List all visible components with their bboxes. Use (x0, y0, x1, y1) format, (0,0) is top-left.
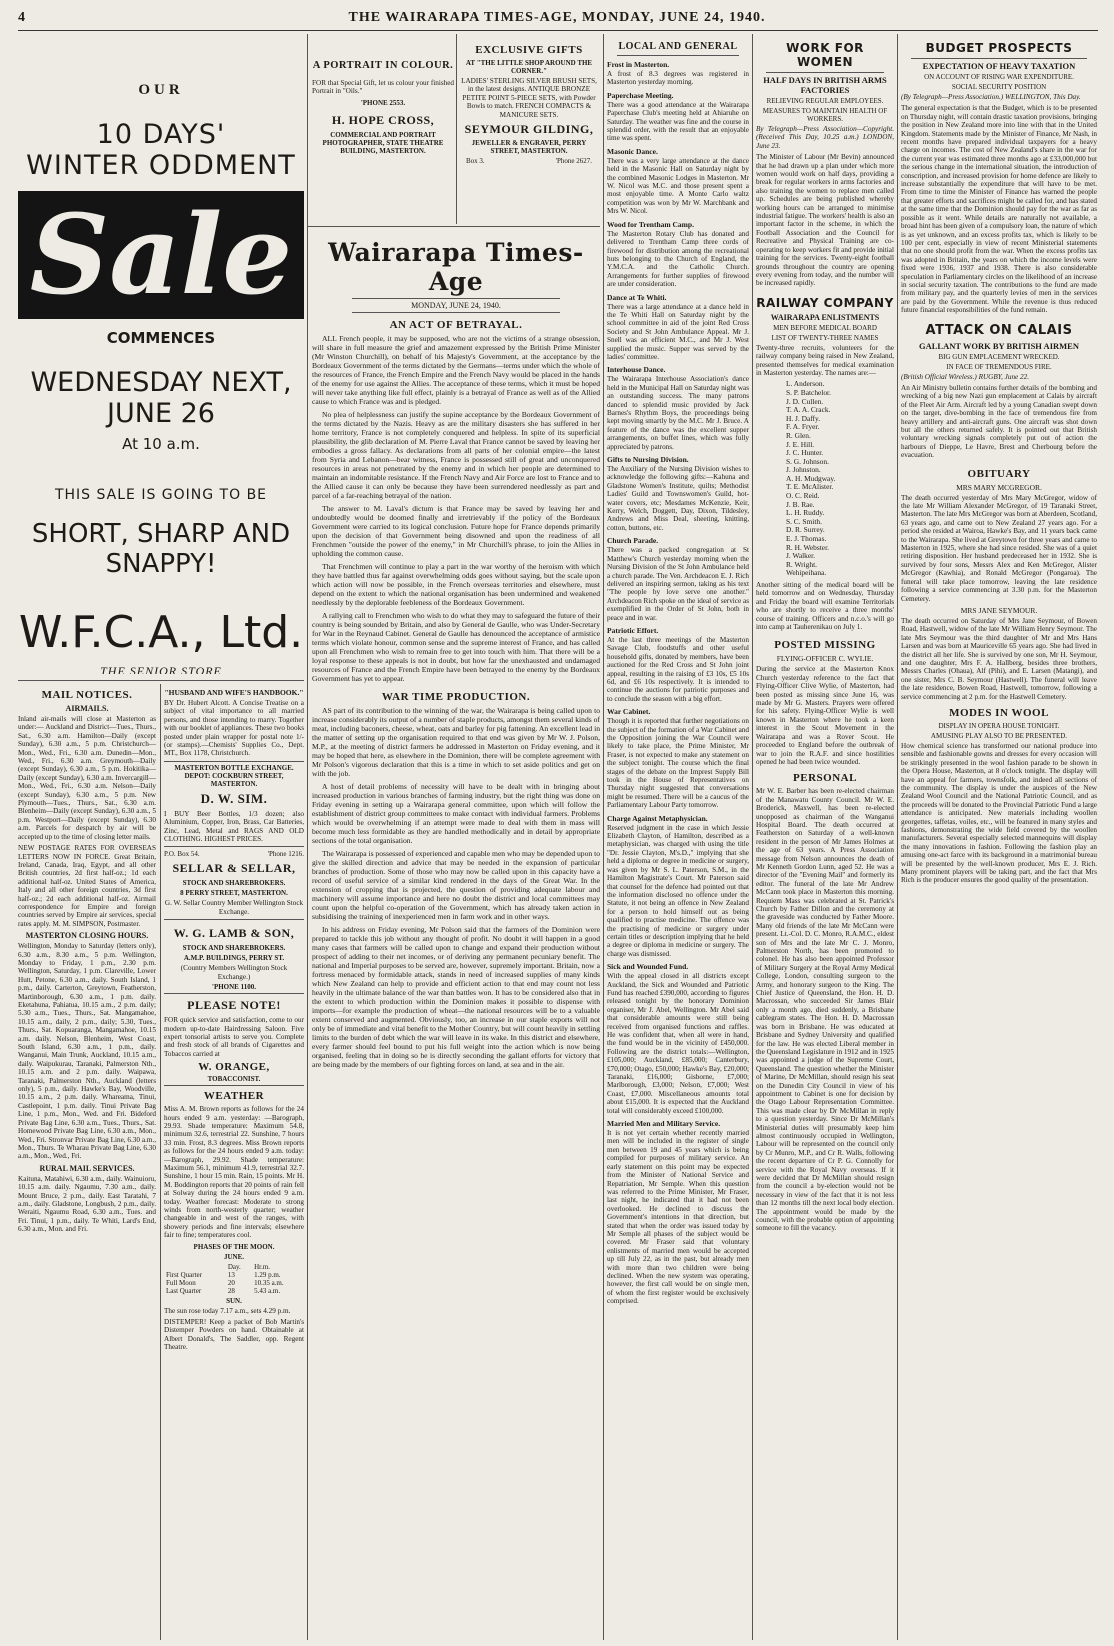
moon-row: Last Quarter 28 5.43 a.m. (166, 1286, 281, 1295)
gifts-box: Box 3. (466, 157, 485, 166)
editorial (312, 230, 600, 1640)
obituary-sub-2: MRS JANE SEYMOUR. (960, 605, 1038, 615)
moon-month: JUNE. (223, 1252, 245, 1261)
sale-going: THIS SALE IS GOING TO BE (54, 487, 268, 503)
railway-sub-1: WAIRARAPA ENLISTMENTS (770, 312, 880, 322)
sellar-name: SELLAR & SELLAR, (172, 861, 296, 876)
local-item: Charge Against Metaphysician. Reserved judgment in the case in which Jessie Elizabeth Clayton, of Hamilton, described as a metaphysician, was charged with using the title "Dr. Jessie Clayton, M's.D.," implying that she held a diploma or degree in medicine or surgery, was given by Mr S. L. Paterson, S.M., in the Hamilton Magistrate's Court. Mr Paterson said that counsel for the defence had pointed out that the information disclosed no offence under the Statute, it not being an offence in New Zealand for a person to hold himself out as being qualified to practise medicine. The offence was the practising of medicine or surgery under certain titles or description implying that he held a degree or diploma in medicine or surgery. The charge was dismissed. (607, 813, 749, 958)
railway-name: H. J. Daffy. (786, 413, 821, 423)
sellar-addr: 8 PERRY STREET, MASTERTON. (180, 889, 288, 898)
sale-word: Sale (29, 190, 293, 319)
distemper-text: DISTEMPER! Keep a packet of Bob Martin's Distemper Powders on hand. Obtainable at Albert Donald's, The Saddler, opp. Regent Theatre. (164, 1318, 304, 1352)
weather-text: Miss A. M. Brown reports as follows for the 24 hours ended 9 a.m. yesterday: —Barograph, 29.93. Shade temperature: Maximum 54.8, minimum 32.6, terrestrial 22. Sunshine, 7 hours 33 min. Frost, 8.3 degrees. Miss Brown reports as follows for the 24 hours ended 9 a.m. today:—Barograph, 29.92. Shade temperature: Maximum 56.1, minimum 41.9, terrestrial 32.7. Sunshine, 1 hour 15 min. Rain, 15 points. Mr H. M. Boddington reports that 20 points of rain fell at Solway during the 24 hours ended 9 a.m. today. Weather forecast: Moderate to strong winds from north-westerly quarter; weather changeable in and west of the ranges, with showery periods and fine intervals; elsewhere fair to fine; temperatures cool. (164, 1105, 304, 1240)
budget-text: The general expectation is that the Budget, which is to be presented on Thursday night, will contain drastic taxation provisions, bringing the position in New Zealand more into line with that in the United Kingdom. Statements made by the Minister of Finance, Mr Nash, in recent months have prepared individual taxpayers for a heavy charge on incomes. The cost of New Zealand's share in the war for the current year was estimated three months ago at £33,000,000 but the serious change in the international situation, the introduction of conscription, and increased provision for home defence are likely to increase substantially the expenditure that will have to be met. From time to time the Minister of Finance has warned the people that greater efforts and sacrifices might be called for, and has stated at the same time that the Dominion should pay for the war as far as possible as it went. While details are naturally not available, a broad hint has been given of a compulsory loan, the nature of which is as yet unknown, and an excess profits tax, which is likely to be 100 per cent, especially in view of recent Ministerial statements that no one should profit from the war. When the excess profits tax was adopted in Britain, the years on which the income levels were fixed were 1936, 1937 and 1938. There is also considerable speculation in Parliamentary circles on the likelihood of an increase in social security taxation. The contributions to the fund are made from military pay, and the quarterly levies of men in the services are paid by the Government. While the revenue is thus reduced future financial responsibilities of the fund remain. (901, 104, 1097, 315)
missing-text: During the service at the Masterton Knox Church yesterday reference to the fact that Flying-Officer Clive Wylie, of Masterton, had been posted as missing since June 16, was made by Mr G. Masters. Prayers were offered for his safety. Flying-Officer Wylie is well known in Masterton where he took a keen interest in the Scout Movement in the Wairarapa and was a Rover Scout. He proceeded to England before the outbreak of war to join the R.A.F. and since hostilities opened he had been twice wounded. (756, 665, 894, 766)
sale-line-1: 10 DAYS' (96, 119, 226, 150)
masthead: THE WAIRARAPA TIMES-AGE, MONDAY, JUNE 24, 1940. (348, 10, 766, 25)
moon-table (164, 1263, 304, 1295)
railway-name: J. D. Cullen. (786, 396, 824, 406)
sale-store: THE SENIOR STORE (100, 664, 222, 674)
note-title: PLEASE NOTE! (187, 998, 281, 1013)
editorial-paragraph: AS part of its contribution to the winning of the war, the Wairarapa is being called upon to increase considerably its output of a number of staple products, amongst them several kinds of meat, including baconers, cheese, wheat, oats and barley for pig fattening. An excellent lead in the matter of setting up the organisation required to that end was given by Mr W. J. Polson, M.P., at the meeting of district farmers he addressed in Masterton on Friday evening, and it may be hoped that here, as elsewhere in the Dominion, there will be complete agreement with Mr Polson's vigorous declaration that this is a time in which to set aside politics and get on with the job. (312, 706, 600, 778)
sale-date: JUNE 26 (107, 398, 215, 429)
lamb-name: W. G. LAMB & SON, (173, 926, 295, 941)
railway-name: L. H. Ruddy. (786, 508, 825, 518)
editorial-paragraph: A host of detail problems of necessity will have to be dealt with in bringing about increased production in various branches of farming industry, but the right thing was done on Friday evening in setting up a Wairarapa general committee, upon which will follow the establishment of district group committees to make contact with individual farmers. Problems which would be overwhelming if an attempt were made to deal with them in mass will become much less formidable as they are handled methodically and in detail by appropriate sections of the total organisation. (312, 782, 600, 845)
local-item: Patriotic Effort. At the last three meetings of the Masterton Savage Club, foodstuffs and other useful household gifts, donated by members, have been auctioned for the Red Cross and St John joint appeal, resulting in the raising of £3 10s, £5 10s 6d, and £6 10s respectively. It is intended to continue the auctions for patriotic purposes and to conclude the season with a big effort. (607, 625, 749, 703)
gifts-phone: 'Phone 2627. (555, 157, 592, 166)
railway-name: T. E. McAlister. (786, 482, 834, 492)
women-sub-3: MEASURES TO MAINTAIN HEALTH OF WORKERS. (762, 107, 888, 123)
local-item: Paperchase Meeting. There was a good attendance at the Wairarapa Paperchase Club's meeting held at Ahiaruhe on Saturday. The weather was fine and the course in splendid order, with the result that an enjoyable time was spent. (607, 90, 749, 143)
women-byline: By Telegraph—Press Association—Copyright. (Received This Day, 10.25 a.m.) LONDON, June 23. (756, 125, 894, 150)
calais-sub-1: GALLANT WORK BY BRITISH AIRMEN (919, 340, 1079, 351)
railway-name: J. Walker. (786, 551, 816, 561)
local-item: Dance at Te Whiti. There was a large attendance at a dance held in the Te Whiti Hall on Saturday night by the school committee in aid of the joint Red Cross Society and St John Ambulance Appeal. Mr J. Snell was an efficient M.C., and Mr J. West supplied the music. Supper was served by the ladies' committee. (607, 292, 749, 361)
handbook-text: BY Dr. Hubert Alcott. A Concise Treatise on a subject of vital importance to all married persons, and those intending to marry. Together with our booklet of appliances. These two books posted under plain wrapper for postal note 1/- (or stamps).—Chemists' Supplies Co., Dept. MT., Box 1178, Christchurch. (164, 699, 304, 758)
railway-intro: Twenty-three recruits, volunteers for the railway company being raised in New Zealand, presented themselves for medical examination in Masterton yesterday. The names are:— (756, 343, 894, 377)
calais-title: ATTACK ON CALAIS (925, 322, 1073, 338)
budget-sub-2: ON ACCOUNT OF RISING WAR EXPENDITURE. (924, 73, 1074, 81)
sale-snappy: SNAPPY! (105, 549, 217, 579)
sellar-box: P.O. Box 54. (164, 850, 200, 859)
editorial-paragraph: The answer to M. Laval's dictum is that France may be saved by leaving her and undoubtedly would be doomed finally and irretrievably if the policy of the Bordeaux Government were carried to its logical conclusion. Future hope for France depends primarily upon the decision of that Government being disowned and upon the readiness of all Frenchmen "outside the power of the enemy," in Mr Churchill's phrase, to join the Allies in upholding the common cause. (312, 504, 600, 558)
railway-name: Wehipeihana. (786, 568, 827, 578)
exchange-name: D. W. SIM. (200, 790, 268, 806)
calais-sub-2: BIG GUN EMPLACEMENT WRECKED. (938, 352, 1060, 361)
sale-advertisement (18, 56, 304, 674)
railway-name: D. R. Surrey. (786, 525, 825, 535)
women-sub-1: HALF DAYS IN BRITISH ARMS FACTORIES (763, 75, 887, 95)
mail-notices (18, 686, 156, 1638)
editorial-paragraph: The Wairarapa is possessed of experienced and capable men who may be depended upon to give the skilled direction and advice that may be needed in the expansion of particular branches of production. Some of those who may now be called upon in this capacity have a record of useful service of a similar kind rendered in the days of the Great War. In the extension of cropping that is projected, the question of providing adequate labour and machinery will assume importance and here no doubt the district and local committees may count upon the helpful co-operation of the Government, which has already taken action in subsidising the training of inexperienced men in farm work and in other ways. (312, 849, 600, 921)
railway-name: S. P. Batchelor. (786, 387, 831, 397)
gifts-title: EXCLUSIVE GIFTS (475, 44, 583, 56)
gifts-sub: JEWELLER & ENGRAVER, PERRY STREET, MASTERTON. (471, 139, 587, 156)
portrait-sub: COMMERCIAL AND PORTRAIT PHOTOGRAPHER, STATE THEATRE BUILDING, MASTERTON. (322, 130, 444, 155)
lamb-addr: A.M.P. BUILDINGS, PERRY ST. (183, 954, 285, 963)
budget-byline: (By Telegraph—Press Association.) WELLINGTON, This Day. (901, 93, 1081, 101)
modes-sub-2: AMUSING PLAY ALSO TO BE PRESENTED. (930, 731, 1068, 740)
sellar-phone: 'Phone 1216. (267, 850, 304, 859)
page-number: 4 (18, 10, 25, 25)
local-item: Frost in Masterton. A frost of 8.3 degrees was registered in Masterton yesterday morning. (607, 60, 749, 87)
local-item: Church Parade. There was a packed congregation at St Matthew's Church yesterday morning when the Nursing Division of the St John Ambulance held a church parade. The Ven. Archdeacon E. J. Rich delivered an inspiring sermon, taking as his text "The people by love serve one another." Archdeacon Rich spoke on the ideal of service as exemplified in the Order of St John, both in peace and in war. (607, 536, 749, 622)
modes-sub-1: DISPLAY IN OPERA HOUSE TONIGHT. (938, 721, 1060, 730)
exchange-title: MASTERTON BOTTLE EXCHANGE. DEPOT: COCKBURN STREET, MASTERTON. (174, 763, 294, 788)
portrait-text: FOR that Special Gift, let us colour your finished Portrait in "Oils." (312, 79, 454, 96)
railway-name: J. C. Hunter. (786, 448, 824, 458)
moon-row: First Quarter 13 1.29 p.m. (166, 1270, 281, 1279)
obituary-sub-1: MRS MARY MCGREGOR. (956, 482, 1042, 492)
obituary-title: OBITUARY (967, 467, 1031, 480)
local-item: Wood for Trentham Camp. The Masterton Rotary Club has donated and delivered to Trentham Camp three cords of firewood for distribution among the recreational huts belonging to the Church of England, the Y.M.C.A. and the Catholic Church. Arrangements for further supplies of firewood are under consideration. (607, 219, 749, 289)
modes-title: MODES IN WOOL (949, 706, 1049, 719)
railway-name: L. Anderson. (786, 379, 825, 389)
sale-commences: COMMENCES (106, 329, 216, 347)
sellar-note: G. W. Sellar Country Member Wellington Stock Exchange. (164, 899, 304, 916)
railway-name: T. A. A. Crack. (786, 405, 831, 415)
railway-text: Another sitting of the medical board will be held tomorrow and on Wednesday, Thursday and Friday the board will examine Territorials who are shortly to receive a three months' course of training. Officers and n.c.o.'s will go into camp at Tauherenikau on July 1. (756, 581, 894, 632)
railway-name: O. C. Reid. (786, 491, 820, 501)
editorial-paragraph: In his address on Friday evening, Mr Polson said that the farmers of the Dominion were prepared to tackle this job without any thought of profit. No doubt it will happen in a good many cases that farmers will be called upon to change and expand their production without prospect of adding to their net incomes, or of deriving any permanent pecuniary benefit. The national and Imperial purposes to be served are, however, supremely important. Britain, now a fortress menaced by formidable attack, stands in need of increased supplies of many kinds which New Zealand can help to provide and efficient action to that end may count not less heavily in the ultimate balance of the war than battles won. It has to be considered also that in the extent to which production within the Dominion makes it possible to dispense with imports—for example the production of wheat—the national resources will be to a valuable extent conserved and augmented. Obviously, too, an increase in our staple exports will not only be of immediate and vital benefit to the Mother Country, but will count heavily in settling limits to the burden of debt which the war will leave in its wake. In this district and elsewhere, every farmer should feel bound to put his full weight into the action which is now being organised, feeling that in doing so he is directly seconding the gallant efforts for victory that are being made by the members of our fighting forces on land, at sea and in the air. (312, 925, 600, 1069)
column-rule-1b (160, 684, 161, 1640)
weather-title: WEATHER (203, 1090, 265, 1103)
sale-our: OUR (138, 82, 184, 98)
masthead-rule (18, 30, 1098, 31)
railway-name: A. H. Mudgway. (786, 473, 836, 483)
mail-title: MAIL NOTICES. (41, 689, 133, 701)
gifts-name: SEYMOUR GILDING, (464, 122, 594, 137)
gifts-ad (460, 38, 598, 228)
paper-name: Wairarapa Times-Age (328, 238, 584, 296)
gifts-at: AT "THE LITTLE SHOP AROUND THE CORNER." (465, 59, 593, 75)
editorial-heading-1: AN ACT OF BETRAYAL. (389, 319, 523, 331)
moon-header-row: Day. Hr.m. (227, 1262, 271, 1271)
column-rule-4 (897, 34, 898, 1640)
closing-head: MASTERTON CLOSING HOURS. (25, 931, 149, 941)
railway-name: J. B. Rae. (786, 499, 815, 509)
column-rule-3 (752, 34, 753, 1640)
sale-time: At 10 a.m. (122, 435, 200, 453)
calais-text: An Air Ministry bulletin contains further details of the bombing and wrecking of a big new Nazi gun emplacement at Calais by aircraft of the Fleet Air Arm. Aircraft led by a young Canadian swept down on the target, dive-bombing in the face of tremendous fire from heavy artillery and anti-aircraft guns. One aircraft was shot down but all the others returned safely. It is pointed out that British voluntary wrecking signals completely put out of action the harbours of Dieppe, Le Havre, Brest and Cherbourg before the evacuation. (901, 383, 1097, 460)
airmails-text: Inland air-mails will close at Masterton as under:— Auckland and District—Tues., Thurs., Sat., 6.30 a.m. Hamilton—Daily (except Sunday), 6.30 a.m., 5 p.m. Christchurch—Mon., Wed., Fri., 6.30 a.m. Dunedin—Mon., Wed., Fri., 6.30 a.m. Greymouth—Daily (except Sunday), 6.30 a.m., 5 p.m. Hokitika—Daily (except Sunday), 6.30 a.m. Invercargill—Mon., Wed., Fri., 6.30 a.m. Nelson—Daily (except Sunday), 6.30 a.m., 5 p.m. New Plymouth—Tues., Thurs., Sat., 6.30 a.m. Blenheim—Daily (except Sunday), 6.30 a.m., 5 p.m. Westport—Daily (except Sunday), 6.30 a.m. Parcels for despatch by air will be accepted up to the time of closing letter mails. (18, 715, 156, 841)
calais-byline: (British Official Wireless.) RUGBY, June 22. (901, 372, 1030, 381)
ads-bottom-rule (308, 226, 600, 227)
budget-sub-3: SOCIAL SECURITY POSITION (951, 83, 1047, 91)
sale-day: WEDNESDAY NEXT, (30, 367, 292, 398)
local-item: War Cabinet. Though it is reported that further negotiations on the subject of the formation of a War Cabinet and the Opposition joining the War Council were likely to take place, the Prime Minister, Mr Fraser, is not expected to make any statement on the subject tonight. The course which the final stages of the debate on the Imprest Supply Bill took in the House of Representatives on Thursday night suggested that conversations might be resumed. There will be a caucus of the Parliamentary Labour Party tomorrow. (607, 707, 749, 810)
local-item: Sick and Wounded Fund. With the appeal closed in all districts except Auckland, the Sick and Wounded and Patriotic Fund has reached £390,000, according to figures released tonight by the honorary Dominion organiser, Mr J. Abel, Wellington. Mr Abel said that considerable amounts were still being received from organised functions and raffles. He was confident that, when all were in hand, the fund would be in the vicinity of £450,000. Following are the district totals:—Wellington, £105,000; Auckland, £85,000; Canterbury, £70,000; Otago, £50,000; Hawke's Bay, £20,000; Taranaki, £16,000; Gisborne, £7,000; Marlborough, £3,000; Nelson, £7,000; West Coast, £7,000. Miscellaneous amounts total about £15,000. It is expected that the Auckland total will considerably exceed £100,000. (607, 962, 749, 1115)
railway-names-list (756, 380, 894, 578)
lamb-phone: 'PHONE 1100. (212, 983, 256, 992)
sale-line-2: WINTER ODDMENT (26, 150, 296, 181)
local-item: Masonic Dance. There was a very large attendance at the dance held in the Masonic Hall on Saturday night by the combined Masonic Lodges in Masterton. Mr W. Nicol was M.C. and those present spent a most enjoyable time. A Monte Carlo waltz competition was won by Mr W. Marchbank and Mrs W. Nicol. (607, 146, 749, 216)
modes-text: How chemical science has transformed our national produce into sensible and fashionable gowns and dresses for every occasion will be strikingly presented in the wool fashion parade to be shown in the Opera House, Masterton, at 8 o'clock tonight. The display will have an appeal for farmers, townsfolk, and indeed all sections of the community. The display is under the auspices of the New Zealand Wool Council and the National Patriotic Council, and as the proceeds will be donated to the Provincial Patriotic Fund a large attendance is anticipated. New materials including woollen georgettes, taffetas, voiles, etc., will be featured in many styles and fashions, demonstrating the wide field covered by the woollen manufacturers. Several especially selected mannequins will display the many innovations in fashion. Following the fashion play an amusing one-act farce with its background in a matrimonial bureau will be presented by the well-known producer, Mrs E. J. Rich. Many prominent players will be taking part, and the fact that Mrs Rich is the producer ensures the good quality of the presentation. (901, 741, 1097, 885)
postage-text: NEW POSTAGE RATES FOR OVERSEAS LETTERS NOW IN FORCE. Great Britain, Ireland, Canada, Iraq, Egypt, and all other British countries, 2d first half-oz.; 1d each additional half-oz. United States of America, Italy and all other foreign countries, 3d first half-oz.; 2d each additional half-oz. Airmail correspondence for Empire and foreign countries served by Empire air services, special rates apply. M. M. SIMPSON, Postmaster. (18, 844, 156, 928)
railway-sub-2: MEN BEFORE MEDICAL BOARD (773, 323, 877, 332)
women-text: The Minister of Labour (Mr Bevin) announced that he had drawn up a plan under which more women would work on half days, providing a break for regular workers in arms factories and also training the women to replace men called up. Schedules are being published whereby working hours can be arranged to minimise industrial fatigue. The workers' health is also an important factor in the scheme, in which the Football Association and the Council for Recreative and Physical Training are co-operating to keep workers fit and provide initial training for the services. Twenty-eight football grounds throughout the country are opening every evening from today, and the number will be increased rapidly. (756, 153, 894, 288)
sun-text: The sun rose today 7.17 a.m., sets 4.29 p.m. (164, 1306, 291, 1315)
obituary-text-1: The death occurred yesterday of Mrs Mary McGregor, widow of the late Mr William Alexander McGregor, of 19 Taranaki Street, Masterton. The late Mrs McGregor was born at Aberdeen, Scotland, 63 years ago, and came out to New Zealand 27 years ago. For a period she resided at Wairoa, Hawke's Bay, and 11 years back came to the Wairarapa. She lived at Greytown for three years and came to Masterton in 1925, where she had since resided. She was of a quiet retiring disposition. Her husband predeceased her in 1932. She is survived by four sons, Messrs Alex and Ken McGregor, Alister McGregor (Kawhia), and Ronald McGregor (Pongaroa). The funeral will take place tomorrow, leaving the late residence following a service commencing at 3.30 p.m. for the Masterton Cemetery. (901, 493, 1097, 603)
lamb-note: (Country Members Wellington Stock Exchange.) (180, 964, 288, 981)
sale-bottom-rule (18, 680, 304, 681)
sale-firm: W.F.C.A., Ltd. (18, 607, 304, 658)
railway-sub-3: LIST OF TWENTY-THREE NAMES (771, 333, 879, 342)
news-column-6 (756, 38, 894, 1638)
ad-rule (456, 34, 457, 224)
railway-name: R. Glen. (786, 430, 811, 440)
lamb-sub: STOCK AND SHAREBROKERS. (182, 944, 286, 953)
gifts-text: LADIES' STERLING SILVER BRUSH SETS, in the latest designs. ANTIQUE BRONZE PETITE POINT 5-PIECE SETS, with Powder Bowls to match. FRENCH COMPACTS & MANICURE SETS. (461, 77, 597, 119)
women-sub-2: RELIEVING REGULAR EMPLOYEES. (766, 97, 884, 105)
railway-name: F. A. Fryer. (786, 422, 820, 432)
missing-sub: FLYING-OFFICER C. WYLIE. (776, 654, 874, 664)
moon-title: PHASES OF THE MOON. (193, 1242, 275, 1251)
news-column-7 (901, 38, 1097, 1638)
local-item: Married Men and Military Service. It is not yet certain whether recently married men will be included in the register of single men between 19 and 45 years which is being compiled for purposes of military service. An early statement on this point may be expected from the Minister of National Service and Repatriation, Mr Semple. When this question was referred to the Prime Minister, Mr Fraser, last night, he indicated that it had not been overlooked. He declined to discuss the Government's intentions in that direction, but stated that when the order was issued today by Mr Semple all phases of the subject would be covered. Mr Fraser said that voluntary enlistments of married men would be accepted up till July 22, as in the past, but already men with more than two children were being declined. When the new system was operating, however, the first call would be on single men, of whom the first register would be exclusively comprised. (607, 1119, 749, 1306)
local-title: LOCAL AND GENERAL (618, 41, 738, 52)
note-sub: TOBACCONIST. (207, 1075, 261, 1084)
closing-text: Wellington, Monday to Saturday (letters only), 6.30 a.m., 8.30 a.m., 5 p.m. Wellington, Monday to Friday, 1 p.m., 2.30 p.m. Wellington, Saturday, 1 p.m. Clareville, Lower Hutt, Petone, 6.30 a.m., daily. South Island, 1 p.m., daily. Carterton, Greytown, Featherston, Martinborough, 6.30 a.m., 1 p.m. daily. Eketahuna, Pahiatua, 10.15 a.m., 2 p.m. daily; 5.30 a.m., Tues., Thurs., Sat. Mangamahoe, 10.15 a.m., daily, 2 p.m., daily; 5.30, Tues., Thurs., Sat. Kopuaranga, Mangamahoe, 10.15 a.m. daily. Nelson, Blenheim, West Coast, South Island, 6.30 a.m., 1 p.m., daily. Wanganui, Main Trunk, Auckland, 10.15 a.m., daily. Waipukurau, Taranaki, Palmerston Nth., 10.15 a.m. and 2 p.m. daily. Waipawa, Taranaki, Palmerston Nth., Auckland (letters only), 5 p.m., daily. Hawke's Bay, Woodville, 10.15 a.m., 2 p.m. daily. Whareama, Tinui, Castlepoint, 1 p.m. daily. Tinui Private Bag Line, 1 p.m., Mon., Wed. and Fri. Bideford Private Bag Line, 6.30 a.m., Tues., Thurs., Sat. Homewood Private Bag Line, 6.30 a.m., Mon., Wed., Fri. Stronvar Private Bag Line, 6.30 a.m., Mon., Thurs. Te Wharau Private Bag Line, 6.30 a.m., Mon., Wed., Fri. (18, 942, 156, 1161)
airmails-head: AIRMAILS. (65, 704, 109, 713)
local-item: Gifts to Nursing Division. The Auxiliary of the Nursing Division wishes to acknowledge the following gifts:—Kahuna and Gladstone Women's Institute, quilts; Methodist Ladies' Guild and Townswomen's Guild, hot-water covers, etc; Mesdames McKenzie, Keir, Kerry, Welch, Doggett, Day, Dixon, Tildesley, Andrews and Miss Deal, sheeting, knitting, cotton, buttons, etc. (607, 455, 749, 532)
portrait-name: H. HOPE CROSS, (331, 112, 435, 127)
editorial-paragraph: ALL French people, it may be supposed, who are not the victims of a strange obsession, will share in full measure the grief and amazement expressed by the British Prime Minister (Mr Winston Churchill), on behalf of his Majesty's Government, at the acceptance by the Bordeaux Government of the terms dictated by the Germans—terms under which the whole of the resources of France, the French Empire and the French Navy would be placed in the hands of the enemy for use against the Allies. The acceptance of these terms, which it must be hoped will never take anything like full effect, plainly is a betrayal of France as well as of the Allied cause to which France was and is pledged. (312, 334, 600, 406)
budget-sub-1: EXPECTATION OF HEAVY TAXATION (922, 61, 1076, 71)
calais-sub-3: IN FACE OF TREMENDOUS FIRE. (946, 362, 1052, 371)
railway-title: RAILWAY COMPANY (756, 295, 894, 310)
portrait-ad (312, 38, 454, 228)
editorial-paragraph: A rallying call to Frenchmen who wish to do what they may to safeguard the future of their country is being sounded by Britain, and also by General de Gaulle, who was Under-Secretary for War in the Reynaud Cabinet. General de Gaulle has denounced the acceptance of armistice terms which violate honour, common sense and the supreme interest of France, and has called upon all Frenchmen who wish to remain free to get into touch with him. That there will be a loyal response to these appeals is not in doubt, but how far the unexhausted and undamaged resources of France and the French Empire have been betrayed to the enemy by the Bordeaux Government has yet to appear. (312, 611, 600, 683)
railway-name: E. J. Thomas. (786, 534, 827, 544)
railway-name: J. E. Hill. (786, 439, 815, 449)
column-rule-1 (307, 34, 308, 1640)
portrait-title: A PORTRAIT IN COLOUR. (312, 60, 454, 71)
handbook-title: "HUSBAND AND WIFE'S HANDBOOK." (164, 688, 304, 697)
budget-title: BUDGET PROSPECTS (925, 41, 1073, 55)
personal-text: Mr W. E. Barber has been re-elected chairman of the Manawatu County Council. Mr W. E. Broderick, Maxwell, has been re-elected unopposed as chairman of the Wanganui Hospital Board. The death occurred at Featherston on Saturday of a well-known resident in the person of Mr James Holmes at the age of 63 years. A Press Association message from Nelson announces the death of Mr Kenneth Gordon Lunn, aged 52. He was a director of the "Evening Mail" and formerly its editor. The funeral of the late Mr Andrew McCann took place in Masterton this morning. Requiem Mass was celebrated at St. Patrick's Church by Father Dillon and the ceremony at the graveside was conducted by Father Moore. Many old friends of the late Mr McCann were present. Lt.-Col. D. C. Monro, R.A.M.C., eldest son of Mrs and the late Mr C. J. Monro, Palmerston North, has been promoted to colonel. He has also been appointed Professor of Military Surgery at the Royal Army Medical College, London, consulting surgeon to the Army, and honorary surgeon to the King. The Chief Justice of Queensland, the Hon. H. D. Macrossan, who succeeded Sir James Blair only a month ago, died suddenly, a Brisbane cablegram states. The Hon. H. D. Macrossan was born in Brisbane. He was educated at Brisbane and Sydney University and qualified for the law. He was elected Liberal member in the Queensland Legislature in 1912 and in 1925 was appointed a judge of the Supreme Court, Queensland. The question whether the Minister of Marine, Dr McMillan, should resign his seat on the Dunedin City Council in view of his appointment to Cabinet is one for decision by the Otago Labour Representation Committee. This was made clear by Dr McMillan in reply to a question yesterday. Since Dr McMillan's Ministerial duties will presumably keep him almost continuously occupied in Wellington, Labour will be represented on the council only by Cr Munro, M.P., and Cr R. Walls, following the recent departure of Cr P. G. Connolly for service with the Royal Navy overseas. If it were decided that Dr McMillan should resign from the council a by-election would not be necessary in view of the fact that it is not less than 12 months till the next local body election. The appointment would be made by the council, with the probable option of appointing someone to fill the vacancy. (756, 787, 894, 1233)
classified-ads (164, 686, 304, 1638)
sale-short: SHORT, SHARP AND (31, 519, 291, 549)
editorial-paragraph: No plea of helplessness can justify the supine acceptance by the Bordeaux Government of the terms dictated by the Nazis. Heavy as are the military disasters she has suffered in her home territory, France is not completely conquered and helpless. In spite of its superficial plausibility, the glib declaration of M. Pierre Laval that France cannot be saved by leaving her embodies a gross fallacy. As declarations from all parts of her colonial empire—the latest from Syria and Lebanon—bear witness, France is possessed still of great and unconquered resources in areas not penetrated by the enemy and in which her people are determined to maintain an indomitable resistance. If the French Navy and Air Force are lost to France and to the Allied cause it can only be because they have been surrendered needlessly as part and parcel of a far-reaching betrayal of the nation. (312, 410, 600, 500)
moon-row: Full Moon 20 10.35 a.m. (166, 1278, 284, 1287)
sellar-sub: STOCK AND SHAREBROKERS. (182, 879, 286, 888)
railway-name: S. G. Johnson. (786, 456, 829, 466)
portrait-phone: 'PHONE 2553. (360, 98, 406, 107)
obituary-text-2: The death occurred on Saturday of Mrs Jane Seymour, of Bowen Road, Hastwell, widow of the late Mr William Henry Seymour. The late Mrs Seymour was the third daughter of Mr and Mrs Hans Larsen and was born at Mauriceville 65 years ago. She had lived in the district all her life. She is survived by one son, Mr H. Seymour, and one daughter, Mrs F. A. Hallberg, besides three brothers, Messrs Charles (Ohaua), Alf (Pihi), and E. Larsen (Matangi), and one sister, Mrs C. B. Seymour (Hastwell). The funeral will leave the late residence, Bowen Road, Hastwell, tomorrow, following a service commencing at 2 p.m. for the Hastwell Cemetery. (901, 616, 1097, 701)
local-and-general (607, 38, 749, 1638)
missing-title: POSTED MISSING (774, 639, 876, 652)
rural-head: RURAL MAIL SERVICES. (39, 1163, 135, 1173)
railway-name: J. Johnston. (786, 465, 821, 475)
railway-name: R. H. Webster. (786, 542, 829, 552)
column-rule-2 (603, 34, 604, 1640)
exchange-text: I BUY Beer Bottles, 1/3 dozen; also Aluminium, Copper, Iron, Brass, Car Batteries, Zinc, Lead, Metal and RAGS AND OLD CLOTHING. HIGHEST PRICES. (164, 809, 304, 844)
sun-title: SUN. (226, 1296, 242, 1305)
dateline: MONDAY, JUNE 24, 1940. (411, 301, 501, 310)
sale-banner (18, 191, 304, 319)
note-name: W. ORANGE, (198, 1061, 270, 1074)
editorial-heading-2: WAR TIME PRODUCTION. (381, 691, 531, 703)
rural-text: Kaituna, Matahiwi, 6.30 a.m., daily. Wainuioru, 10.15 a.m. daily. Ngaumu, 7.30 a.m., daily. Mount Bruce, 2 p.m., daily. East Taratahi, 7 a.m., daily. Gladstone, Longbush, 2 p.m., daily. Weraiti, Ngaumu Road, 6.30 a.m., Tues. and Fri. Tinui, 1 p.m., daily. Te Whiti, Lard's End, 6.30 a.m., Mon. and Fri. (18, 1174, 156, 1234)
editorial-paragraph: That Frenchmen will continue to play a part in the war worthy of the heroism with which they have battled thus far against overwhelming odds goes without saying, but the scale upon which action will now be possible, in the French overseas territories and elsewhere, must depend on the extent to which the national organisation has been undermined and weakened needlessly by the deplorable feebleness of the Bordeaux Government. (312, 562, 600, 607)
women-title: WORK FOR WOMEN (786, 41, 864, 69)
personal-title: PERSONAL (793, 772, 857, 785)
note-text: FOR quick service and satisfaction, come to our modern up-to-date Hairdressing Saloon. Five expert tonsorial artists to serve you. Complete and fresh stock of all brands of Cigarettes and Tobaccos carried at (164, 1016, 304, 1058)
railway-name: S. C. Smith. (786, 516, 822, 526)
local-item: Interhouse Dance. The Wairarapa Interhouse Association's dance held in the Municipal Hall on Saturday night was an outstanding success. The many patrons danced to splendid music provided by Jack Barnes's Rhythm Boys, the proceedings being kept moving smartly by the M.C. Mr J. Bruce. A feature of the dance was the excellent supper arrangements, on buffet lines, which was fully appreciated by patrons. (607, 365, 749, 451)
railway-name: R. Wright. (786, 559, 817, 569)
